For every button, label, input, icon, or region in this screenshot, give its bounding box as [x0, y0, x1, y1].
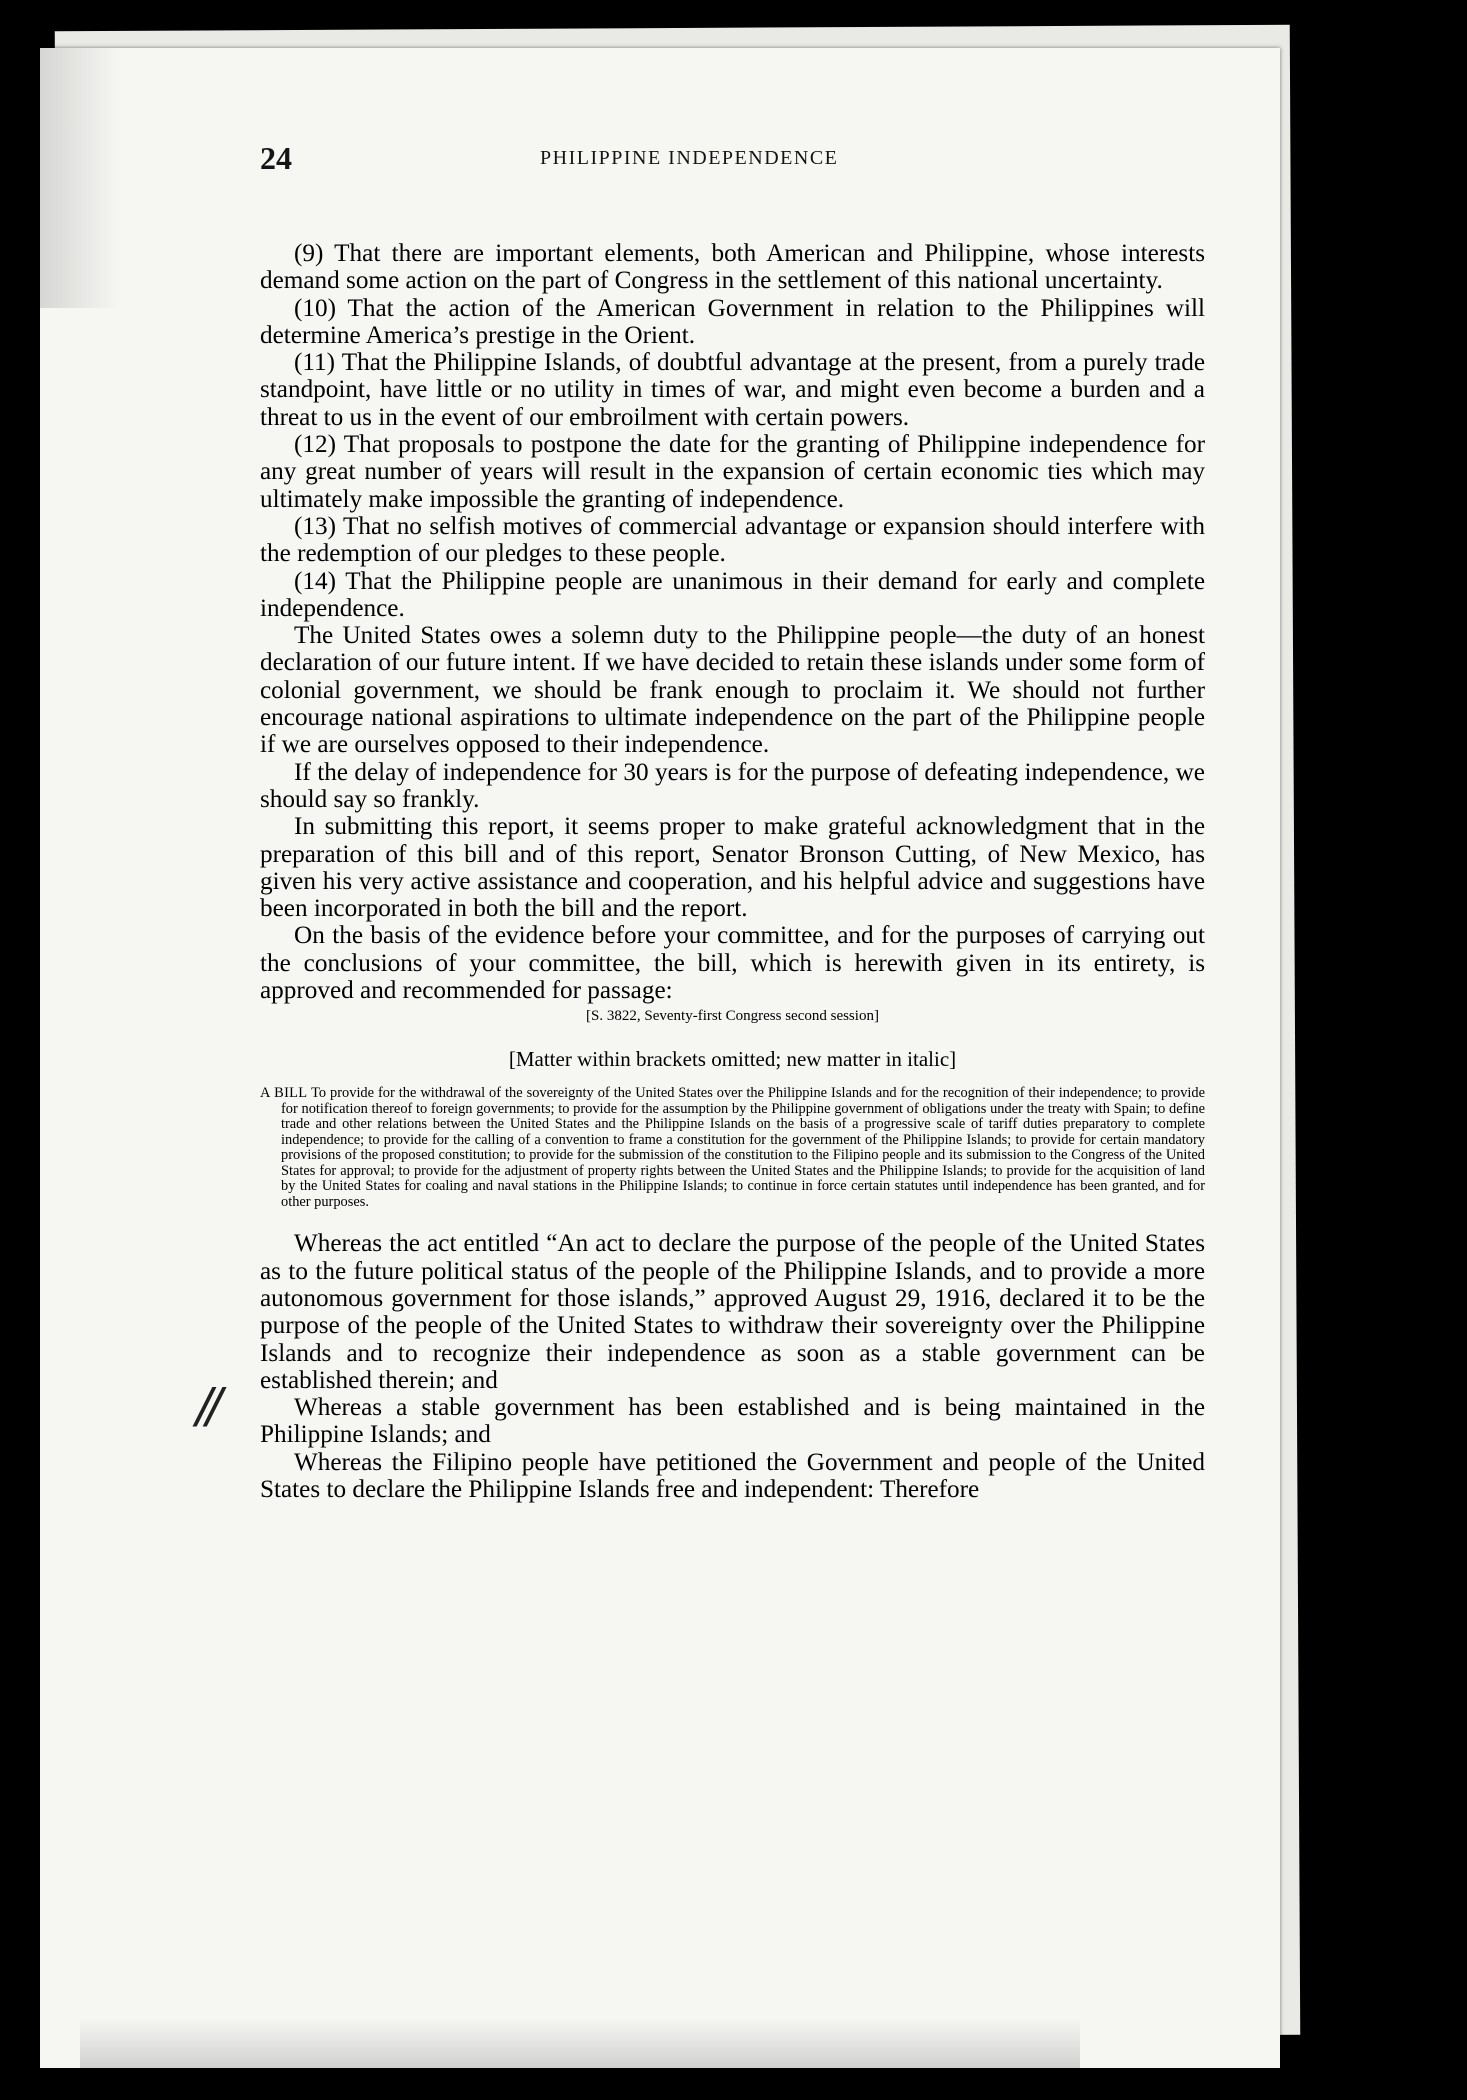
- whereas-clauses: [260, 1230, 1205, 1503]
- page-number: 24: [260, 140, 292, 176]
- body-text: [260, 240, 1205, 1503]
- handwritten-mark: //: [196, 1378, 217, 1434]
- paragraph: (14) That the Philippine people are unanimous in their demand for early and complete independence.: [260, 567, 1205, 622]
- scan-artifact-bottom: [80, 2018, 1080, 2068]
- bill-caption: [S. 3822, Seventy-first Congress second session]: [586, 1008, 879, 1025]
- bill-title-lead: A BILL: [260, 1085, 308, 1102]
- bill-title: [260, 1086, 1205, 1210]
- paragraph: In submitting this report, it seems proper to make grateful acknowledgment that in the preparation of this bill and of this report, Senator Bronson Cutting, of New Mexico, has given his very active assistance and cooperation, and his helpful advice and suggestions have been incorporated in both the bill and the report.: [260, 813, 1205, 923]
- page-content: [220, 126, 1205, 186]
- paragraph: (9) That there are important elements, both American and Philippine, whose interests demand some action on the part of Congress in the settlement of this national uncertainty.: [260, 240, 1205, 295]
- scan-artifact: [40, 48, 120, 308]
- matter-note: [Matter within brackets omitted; new matter in italic]: [508, 1047, 957, 1072]
- whereas-clause: Whereas the Filipino people have petitioned the Government and people of the United States to declare the Philippine Islands free and independent: Therefore: [260, 1448, 1205, 1503]
- paragraph: (12) That proposals to postpone the date for the granting of Philippine independence for any great number of years will result in the expansion of certain economic ties which may ultimately make impossible the granting of independence.: [260, 431, 1205, 513]
- page-header: [220, 126, 1205, 186]
- whereas-clause: Whereas a stable government has been established and is being maintained in the Philippine Islands; and: [260, 1394, 1205, 1449]
- paragraph: (13) That no selfish motives of commercial advantage or expansion should interfere with the redemption of our pledges to these people.: [260, 512, 1205, 568]
- whereas-clause: Whereas the act entitled “An act to declare the purpose of the people of the United States as to the future political status of the people of the Philippine Islands, and to provide a more autonomous government for those islands,” approved August 29, 1916, declared it to be the purpose of the people of the United States to withdraw their sovereignty over the Philippine Islands and to recognize their independence as soon as a stable government can be established therein; and: [260, 1230, 1205, 1394]
- running-head: PHILIPPINE INDEPENDENCE: [540, 147, 839, 169]
- bill-title-text: To provide for the withdrawal of the sovereignty of the United States over the Philippine Islands and for the recognition of their independence; to provide for notification thereof to foreign governments; to provide for the assumption by the Philippine government of obligations under the treaty with Spain; to define trade and other relations between the United States and the Philippine Islands on the basis of a progressive scale of tariff duties preparatory to complete independence; to provide for the calling of a convention to frame a constitution for the government of the Philippine Islands; to provide for certain mandatory provisions of the proposed constitution; to provide for the submission of the constitution to the Filipino people and its submission to the Congress of the United States for approval; to provide for the adjustment of property rights between the United States and the Philippine Islands; to provide for the acquisition of land by the United States for coaling and naval stations in the Philippine Islands; to continue in force certain statutes until independence has been granted, and for other purposes.: [281, 1085, 1205, 1210]
- paragraph: The United States owes a solemn duty to the Philippine people—the duty of an honest declaration of our future intent. If we have decided to retain these islands under some form of colonial government, we should be frank enough to proclaim it. We should not further encourage national aspirations to ultimate independence on the part of the Philippine people if we are ourselves opposed to their independence.: [260, 622, 1205, 759]
- paragraph: (10) That the action of the American Government in relation to the Philippines will determine America’s prestige in the Orient.: [260, 294, 1205, 349]
- paragraph: (11) That the Philippine Islands, of doubtful advantage at the present, from a purely trade standpoint, have little or no utility in times of war, and might even become a burden and a threat to us in the event of our embroilment with certain powers.: [260, 349, 1205, 431]
- paragraph: On the basis of the evidence before your committee, and for the purposes of carrying out the conclusions of your committee, the bill, which is herewith given in its entirety, is approved and recommended for passage:: [260, 922, 1205, 1005]
- paragraph: If the delay of independence for 30 years is for the purpose of defeating independence, we should say so frankly.: [260, 758, 1205, 813]
